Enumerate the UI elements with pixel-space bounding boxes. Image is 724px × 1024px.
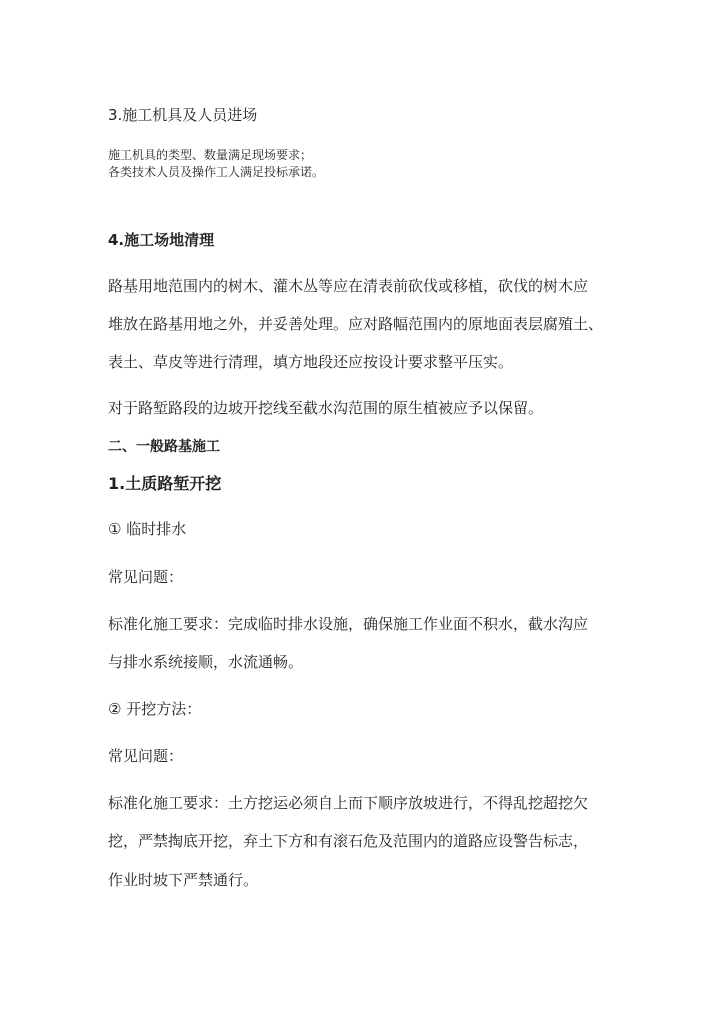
section-4-para1-line-2: 堆放在路基用地之外，并妥善处理。应对路幅范围内的原地面表层腐殖土、 — [108, 315, 604, 333]
section-4-para1-line-1: 路基用地范围内的树木、灌木丛等应在清表前砍伐或移植，砍伐的树木应 — [108, 277, 589, 295]
item-2-requirement-line-2: 挖，严禁掏底开挖，弃土下方和有滚石危及范围内的道路应设警告标志， — [108, 832, 589, 850]
item-2-problems: 常见问题： — [108, 747, 184, 765]
section-3-line-1: 施工机具的类型、数量满足现场要求； — [108, 148, 313, 162]
item-1-requirement-line-2: 与排水系统接顺，水流通畅。 — [108, 653, 304, 671]
item-1-requirement-line-1: 标准化施工要求：完成临时排水设施，确保施工作业面不积水，截水沟应 — [108, 615, 589, 633]
item-2-title: ② 开挖方法： — [108, 700, 202, 718]
section-4-para2: 对于路堑路段的边坡开挖线至截水沟范围的原生植被应予以保留。 — [108, 399, 544, 417]
subsection-1-heading: 1.土质路堑开挖 — [108, 474, 222, 493]
part-2-heading: 二、一般路基施工 — [108, 439, 220, 455]
section-3-line-2: 各类技术人员及操作工人满足投标承诺。 — [108, 165, 325, 179]
section-4-para1-line-3: 表土、草皮等进行清理，填方地段还应按设计要求整平压实。 — [108, 353, 514, 371]
item-1-problems: 常见问题： — [108, 568, 184, 586]
item-1-title: ① 临时排水 — [108, 520, 187, 538]
section-4-heading: 4.施工场地清理 — [108, 231, 215, 249]
item-2-requirement-line-1: 标准化施工要求：土方挖运必须自上而下顺序放坡进行，不得乱挖超挖欠 — [108, 794, 589, 812]
item-2-requirement-line-3: 作业时坡下严禁通行。 — [108, 871, 259, 889]
section-3-heading: 3.施工机具及人员进场 — [108, 106, 258, 124]
